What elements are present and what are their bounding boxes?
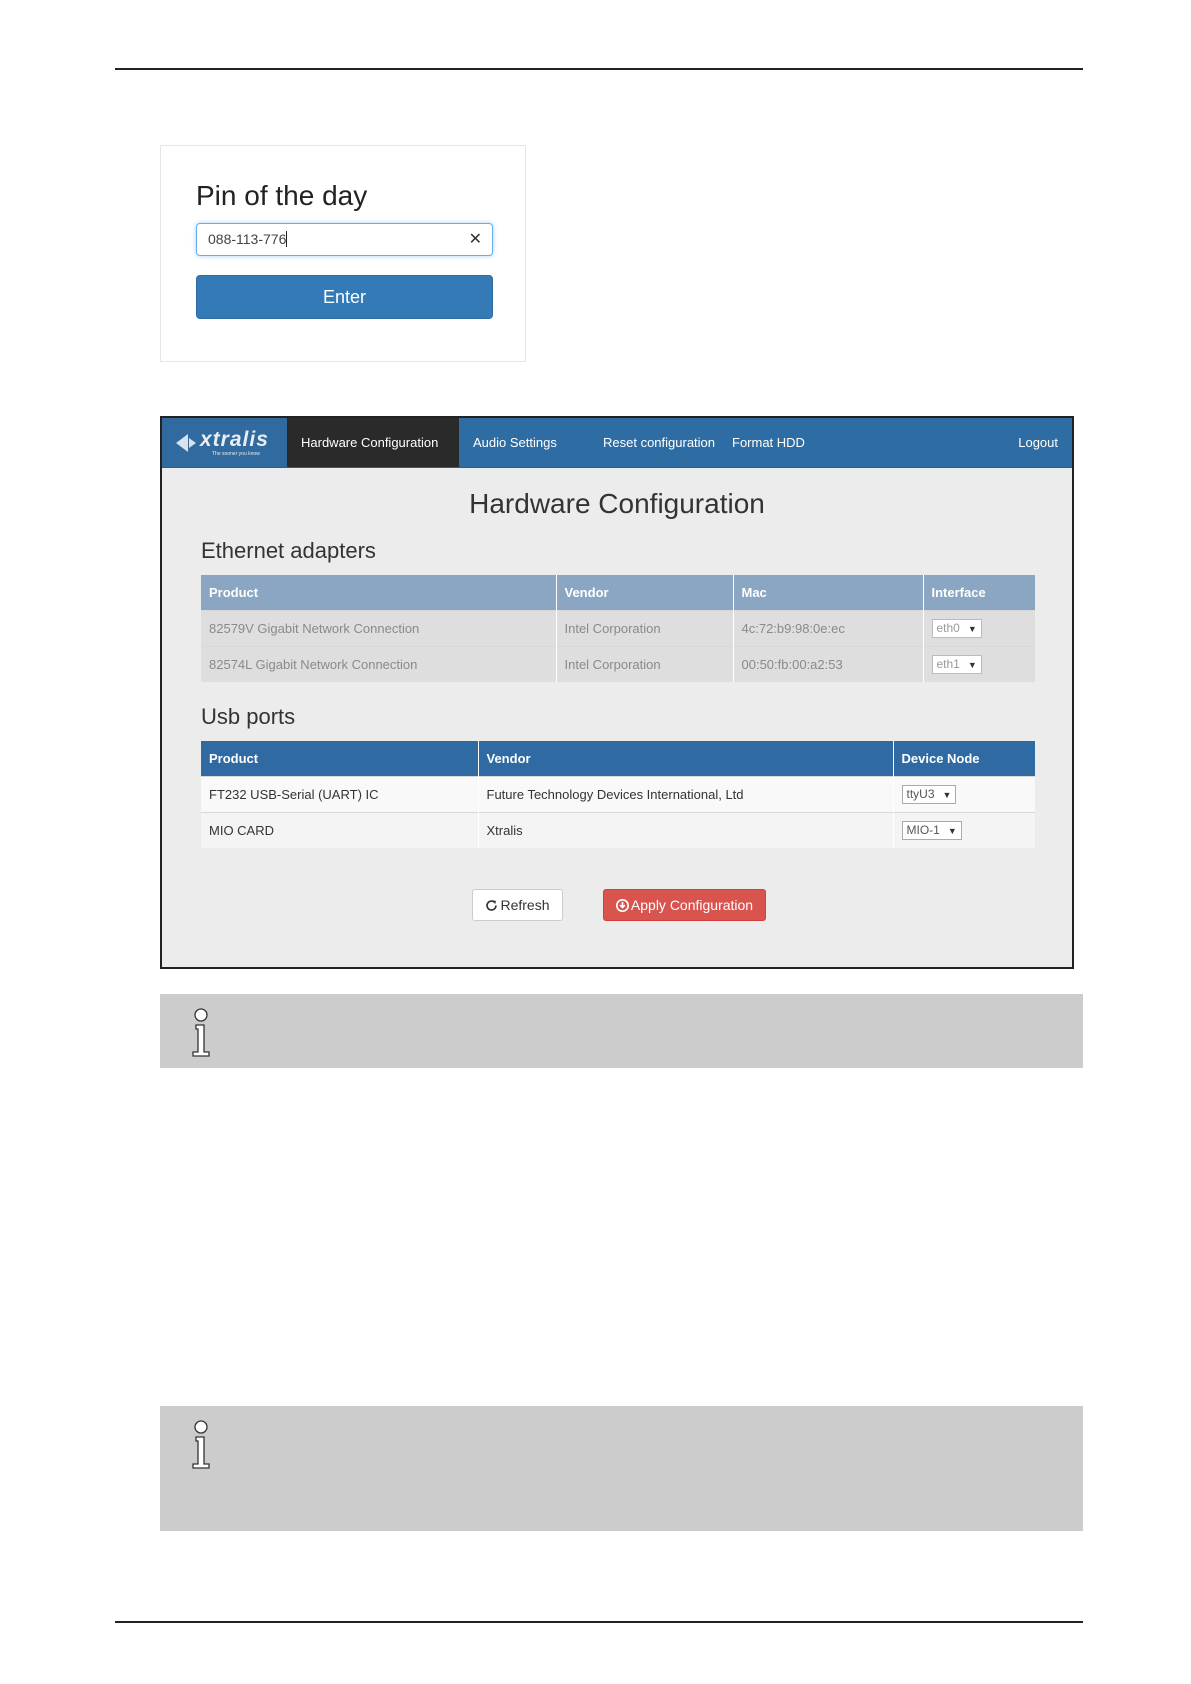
column-header: Device Node <box>893 741 1035 776</box>
vendor-cell: Xtralis <box>478 812 893 848</box>
interface-cell <box>923 610 1035 646</box>
interface-select[interactable] <box>932 655 982 674</box>
hardware-configuration-window <box>160 416 1074 969</box>
pin-input-value: 088-113-776 <box>208 231 287 247</box>
product-cell: 82574L Gigabit Network Connection <box>201 646 556 682</box>
interface-select-value: eth1 <box>936 656 960 671</box>
page-top-rule <box>115 68 1083 70</box>
enter-button[interactable]: Enter <box>196 275 493 319</box>
ethernet-table <box>201 575 1035 682</box>
usb-section-title: Usb ports <box>201 704 296 729</box>
pin-of-the-day-panel <box>160 145 526 362</box>
apply-configuration-button[interactable] <box>603 889 766 921</box>
device-node-select-value: MIO-1 <box>906 822 940 837</box>
ethernet-section-title: Ethernet adapters <box>201 538 376 563</box>
nav-logout[interactable]: Logout <box>1018 435 1058 450</box>
column-header: Product <box>201 575 556 610</box>
apply-label: Apply Configuration <box>630 897 754 913</box>
chevron-down-icon: ▼ <box>967 659 977 670</box>
logo-icon-arrow <box>189 438 196 448</box>
download-circle-icon <box>616 899 629 912</box>
pin-title: Pin of the day <box>196 180 368 211</box>
brand-tagline: The sooner you know <box>212 451 260 457</box>
interface-select[interactable] <box>932 619 982 638</box>
vendor-cell: Intel Corporation <box>556 646 733 682</box>
table-row <box>201 812 1035 848</box>
logo-icon <box>176 434 188 452</box>
mac-cell: 00:50:fb:00:a2:53 <box>733 646 923 682</box>
page-bottom-rule <box>115 1621 1083 1623</box>
table-row <box>201 646 1035 682</box>
device-node-select[interactable] <box>902 821 962 840</box>
column-header: Vendor <box>556 575 733 610</box>
device-node-select-value: ttyU3 <box>906 786 935 801</box>
info-note-box <box>160 994 1083 1068</box>
column-header: Mac <box>733 575 923 610</box>
clear-icon[interactable]: ✕ <box>468 231 482 248</box>
chevron-down-icon: ▼ <box>942 789 952 800</box>
table-row <box>201 776 1035 812</box>
column-header: Vendor <box>478 741 893 776</box>
device-node-cell <box>893 812 1035 848</box>
page-title: Hardware Configuration <box>469 488 765 519</box>
brand-logo[interactable] <box>162 418 287 467</box>
interface-cell <box>923 646 1035 682</box>
vendor-cell: Intel Corporation <box>556 610 733 646</box>
usb-table <box>201 741 1035 848</box>
pin-input[interactable] <box>196 223 493 256</box>
nav-hardware-configuration[interactable]: Hardware Configuration <box>287 418 459 467</box>
vendor-cell: Future Technology Devices International, Ltd <box>478 776 893 812</box>
chevron-down-icon: ▼ <box>947 825 957 836</box>
nav-format-hdd[interactable]: Format HDD <box>732 435 805 450</box>
column-header: Interface <box>923 575 1035 610</box>
chevron-down-icon: ▼ <box>967 623 977 634</box>
product-cell: MIO CARD <box>201 812 478 848</box>
refresh-label: Refresh <box>500 897 550 913</box>
product-cell: FT232 USB-Serial (UART) IC <box>201 776 478 812</box>
brand-name: xtralis <box>200 428 269 451</box>
info-icon <box>188 1008 214 1058</box>
info-icon <box>188 1420 214 1470</box>
refresh-button[interactable] <box>472 889 563 921</box>
mac-cell: 4c:72:b9:98:0e:ec <box>733 610 923 646</box>
product-cell: 82579V Gigabit Network Connection <box>201 610 556 646</box>
refresh-icon <box>485 899 498 912</box>
nav-reset-configuration[interactable]: Reset configuration <box>603 435 716 450</box>
device-node-cell <box>893 776 1035 812</box>
column-header: Product <box>201 741 478 776</box>
info-note-box <box>160 1406 1083 1531</box>
table-row <box>201 610 1035 646</box>
interface-select-value: eth0 <box>936 620 960 635</box>
device-node-select[interactable] <box>902 785 957 804</box>
text-caret <box>286 231 287 247</box>
nav-audio-settings[interactable]: Audio Settings <box>473 435 557 450</box>
navbar <box>162 418 1072 468</box>
